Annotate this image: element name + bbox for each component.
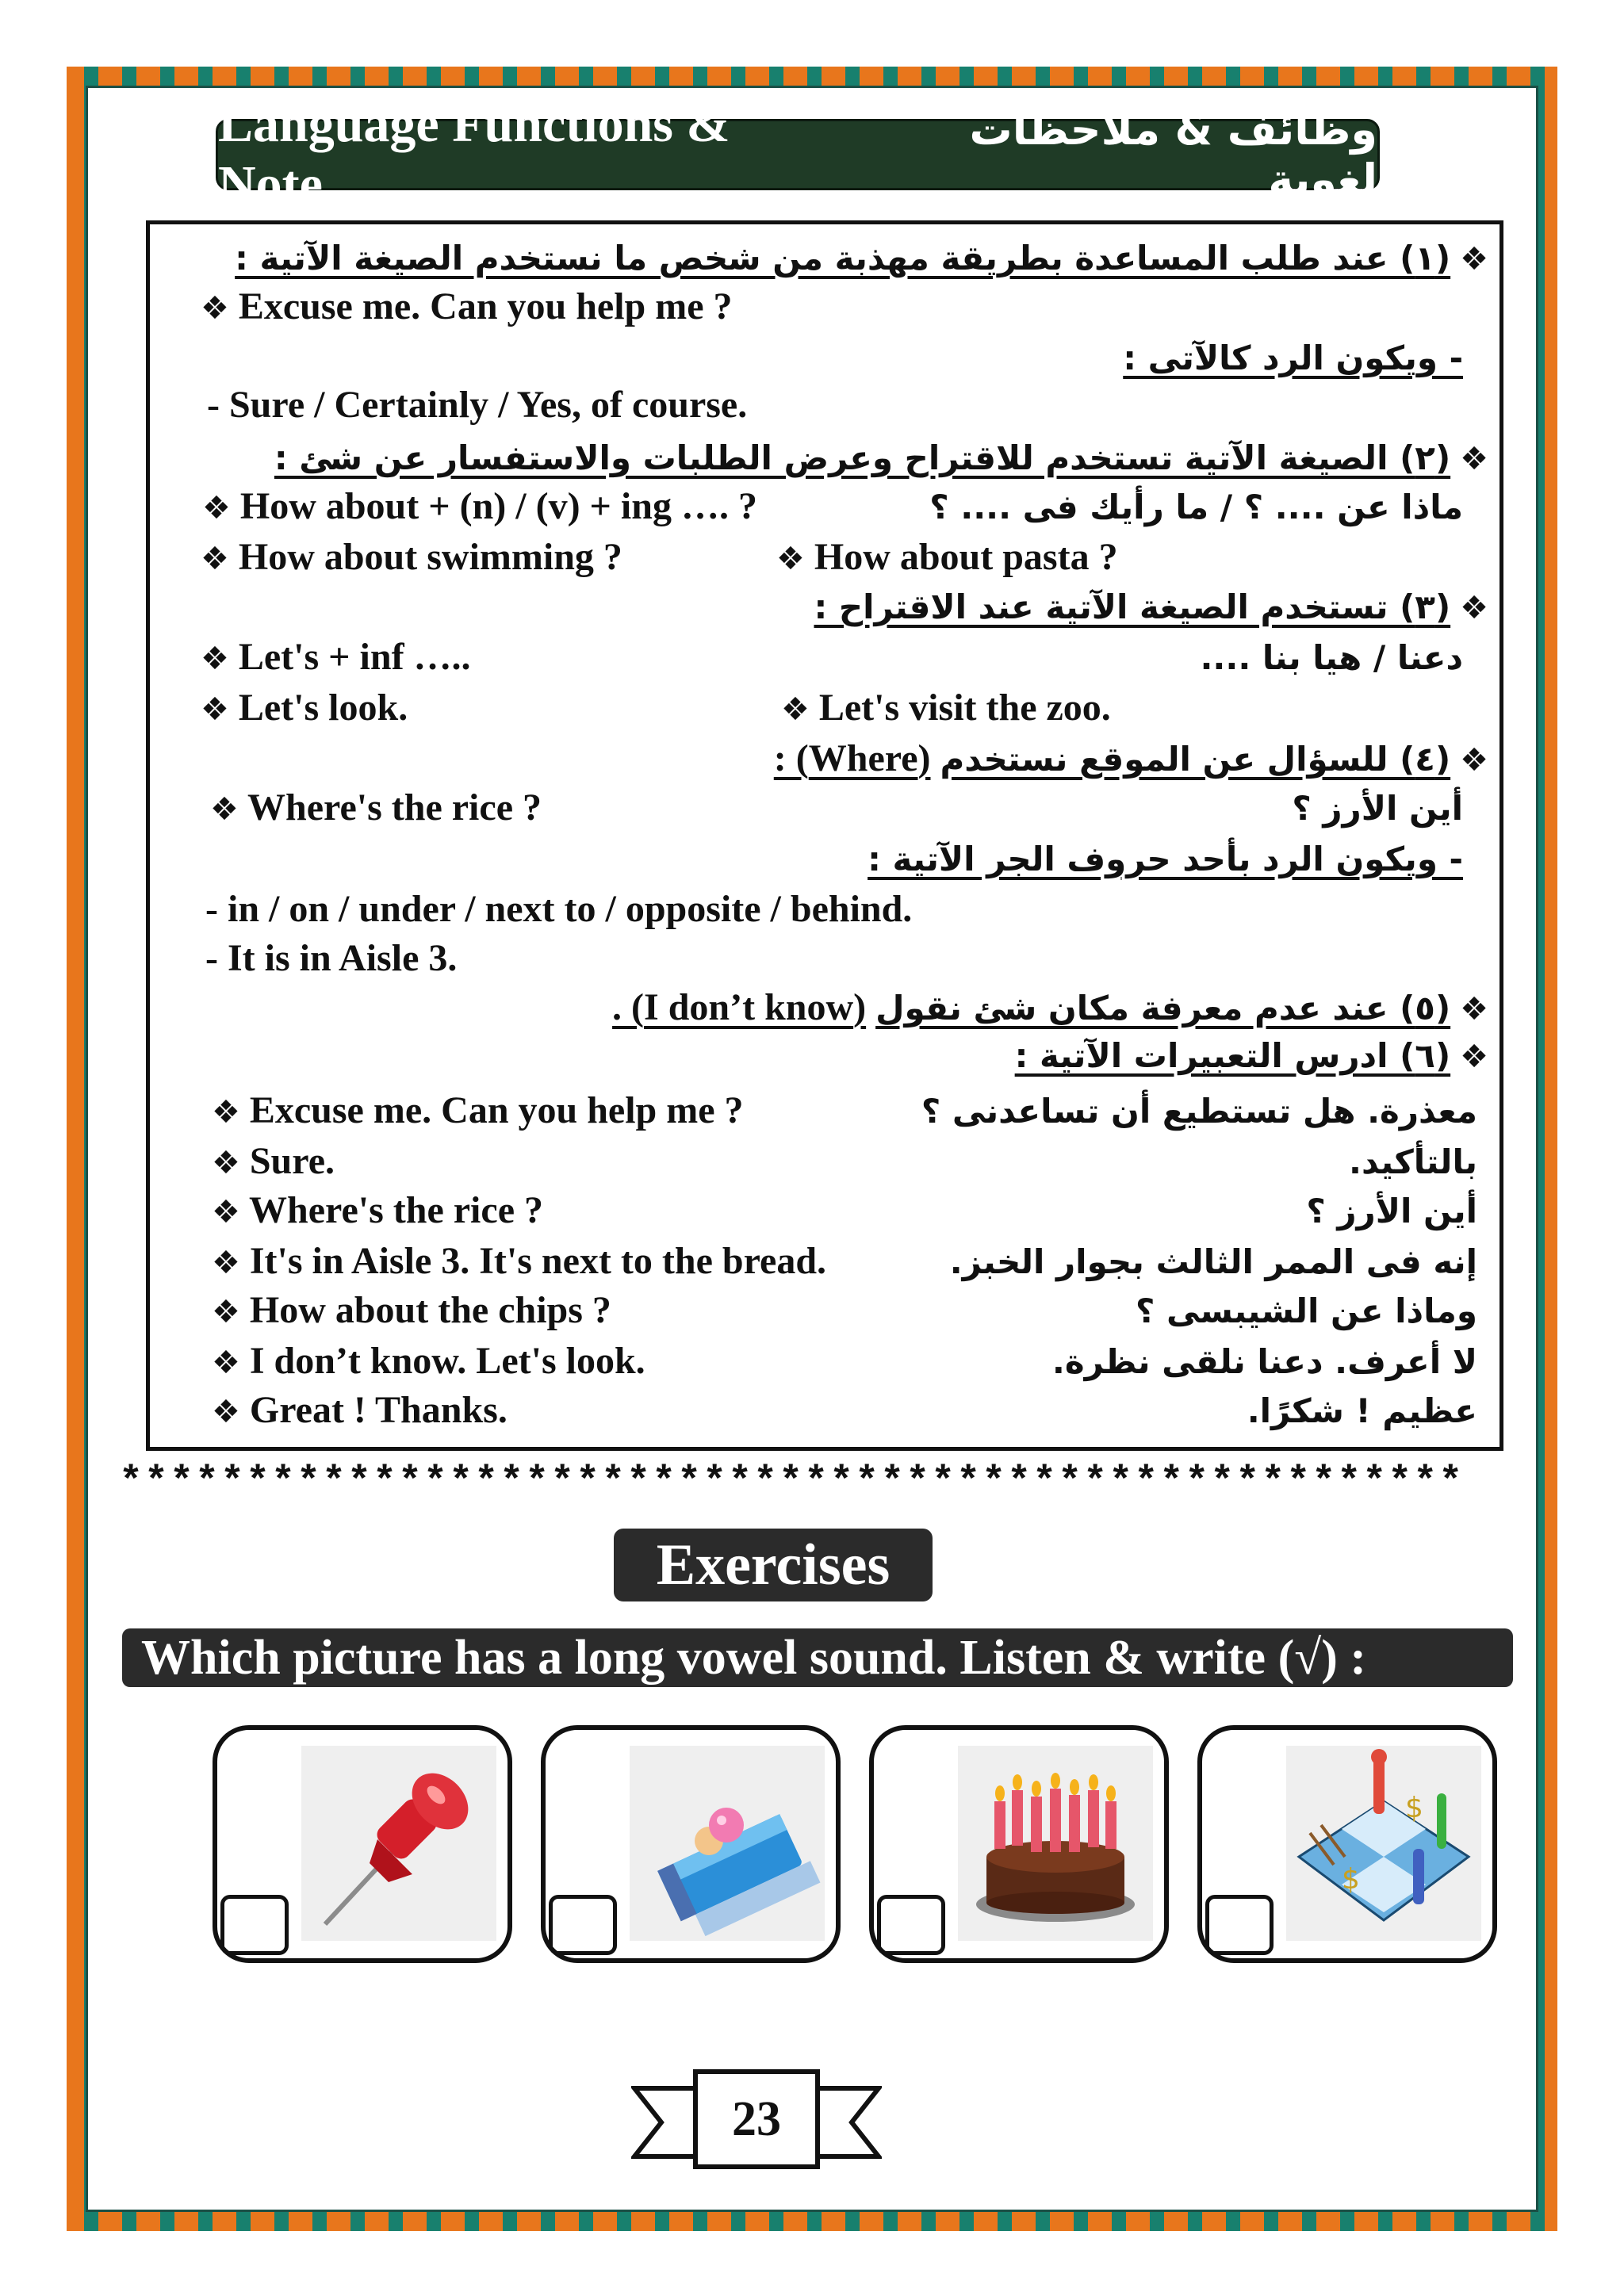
bullet-icon: ❖	[1460, 590, 1488, 626]
checkbox[interactable]	[1205, 1895, 1274, 1955]
rule-1-reply: - Sure / Certainly / Yes, of course.	[207, 384, 748, 426]
checkbox[interactable]	[877, 1895, 945, 1955]
dialogue-ar-4: إنه فى الممر الثالث بجوار الخبز.	[949, 1242, 1477, 1281]
bullet-icon: ❖	[212, 1145, 240, 1181]
bullet-icon: ❖	[212, 1194, 240, 1230]
rule-2-example-2: ❖ How about pasta ?	[776, 536, 1118, 578]
pushpin-icon	[301, 1746, 496, 1941]
section-header	[216, 95, 1380, 213]
picture-card-gum	[541, 1725, 841, 1963]
checkbox[interactable]	[549, 1895, 617, 1955]
bullet-icon: ❖	[202, 490, 231, 526]
rule-5-heading: ❖ (٥) عند عدم معرفة مكان شئ نقول (I don’t know) .	[612, 986, 1488, 1028]
bullet-icon: ❖	[201, 290, 229, 327]
rule-3-example-1: ❖ Let's look.	[201, 687, 408, 729]
bullet-icon: ❖	[1460, 742, 1488, 779]
rule-2-formula: ❖ How about + (n) / (v) + ing …. ?	[202, 485, 757, 527]
rule-6-heading: ❖ (٦) ادرس التعبيرات الآتية :	[1014, 1036, 1488, 1075]
svg-text:$: $	[1342, 1863, 1360, 1896]
bullet-icon: ❖	[1460, 1039, 1488, 1075]
page-number: 23	[693, 2069, 820, 2169]
picture-card-cake	[869, 1725, 1169, 1963]
bullet-icon: ❖	[776, 541, 805, 577]
rule-4-reply-heading: - ويكون الرد بأحد حروف الجر الآتية :	[868, 840, 1463, 878]
bullet-icon: ❖	[212, 1294, 240, 1330]
dialogue-en-4: ❖ It's in Aisle 3. It's next to the bread.	[212, 1240, 827, 1282]
bullet-icon: ❖	[212, 1245, 240, 1281]
board-game-icon	[1286, 1746, 1481, 1941]
rule-2-formula-arabic: ماذا عن .... ؟ / ما رأيك فى .... ؟	[929, 488, 1463, 526]
dialogue-en-3: ❖ Where's the rice ?	[212, 1189, 543, 1231]
bullet-icon: ❖	[212, 1094, 240, 1131]
rule-3-example-2: ❖ Let's visit the zoo.	[781, 687, 1111, 729]
rule-4-reply-2: - It is in Aisle 3.	[205, 937, 458, 979]
rule-4-reply-1: - in / on / under / next to / opposite / behind.	[205, 888, 913, 930]
star-divider: *****************************************************	[119, 1460, 1465, 1506]
picture-card-board-game	[1197, 1725, 1497, 1963]
dialogue-ar-6: لا أعرف. دعنا نلقى نظرة.	[1051, 1342, 1477, 1381]
picture-card-pushpin	[213, 1725, 512, 1963]
bullet-icon: ❖	[201, 641, 229, 677]
bullet-icon: ❖	[1460, 991, 1488, 1027]
dialogue-en-2: ❖ Sure.	[212, 1140, 335, 1182]
rule-4-example-arabic: أين الأرز ؟	[1292, 789, 1463, 828]
bullet-icon: ❖	[210, 791, 239, 828]
rule-4-heading: ❖ (٤) للسؤال عن الموقع نستخدم (Where) :	[773, 737, 1488, 779]
rule-4-example: ❖ Where's the rice ?	[210, 786, 542, 828]
dialogue-ar-2: بالتأكيد.	[1348, 1142, 1477, 1181]
bullet-icon: ❖	[212, 1345, 240, 1381]
rule-1-heading: ❖ (١) عند طلب المساعدة بطريقة مهذبة من شخص ما نستخدم الصيغة الآتية :	[235, 239, 1488, 277]
bullet-icon: ❖	[201, 691, 229, 728]
rule-2-heading: ❖ (٢) الصيغة الآتية تستخدم للاقتراح وعرض الطلبات والاستفسار عن شئ :	[274, 438, 1488, 477]
dialogue-ar-3: أين الأرز ؟	[1306, 1192, 1477, 1230]
rule-1-reply-heading: - ويكون الرد كالآتى :	[1123, 339, 1463, 377]
bullet-icon: ❖	[201, 541, 229, 577]
checkbox[interactable]	[220, 1895, 289, 1955]
bullet-icon: ❖	[1460, 241, 1488, 277]
rule-3-formula-arabic: دعنا / هيا بنا ....	[1200, 638, 1463, 677]
bullet-icon: ❖	[1460, 441, 1488, 477]
exercise-question: Which picture has a long vowel sound. Listen & write (√) :	[122, 1628, 1513, 1687]
language-notes-box	[146, 220, 1503, 1451]
exercises-title: Exercises	[614, 1529, 933, 1601]
rule-2-example-1: ❖ How about swimming ?	[201, 536, 622, 578]
rule-1-example: ❖ Excuse me. Can you help me ?	[201, 285, 733, 327]
header-arabic: وظائف & ملاحظات لغوية	[969, 105, 1377, 205]
dialogue-ar-1: معذرة. هل تستطيع أن تساعدنى ؟	[921, 1092, 1477, 1131]
rule-3-heading: ❖ (٣) تستخدم الصيغة الآتية عند الاقتراح :	[814, 587, 1488, 626]
bubble-gum-icon	[630, 1746, 825, 1941]
dialogue-ar-7: عظيم ! شكرًا.	[1247, 1391, 1477, 1430]
dialogue-en-5: ❖ How about the chips ?	[212, 1289, 611, 1331]
dialogue-en-1: ❖ Excuse me. Can you help me ?	[212, 1089, 744, 1131]
header-english: Language Functions & Note	[218, 95, 730, 213]
dialogue-ar-5: وماذا عن الشيبسى ؟	[1136, 1292, 1477, 1330]
rule-3-formula: ❖ Let's + inf …..	[201, 636, 471, 678]
page-number-ribbon	[631, 2069, 882, 2175]
birthday-cake-icon	[958, 1746, 1153, 1941]
bullet-icon: ❖	[212, 1394, 240, 1430]
bullet-icon: ❖	[781, 691, 810, 728]
dialogue-en-6: ❖ I don’t know. Let's look.	[212, 1340, 645, 1382]
svg-text:$: $	[1405, 1792, 1423, 1824]
dialogue-en-7: ❖ Great ! Thanks.	[212, 1389, 508, 1431]
